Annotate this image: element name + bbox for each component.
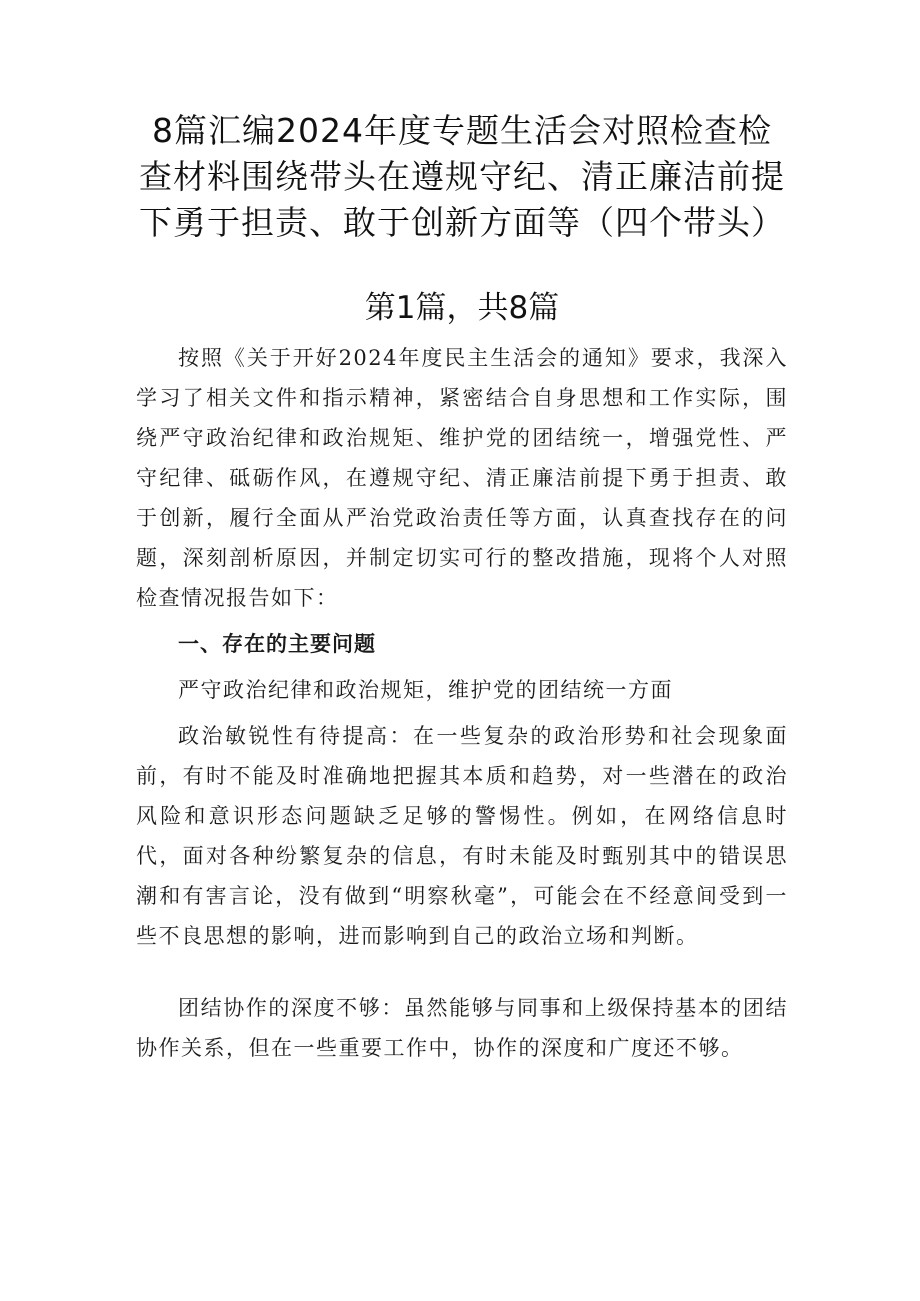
subsection-title: 严守政治纪律和政治规矩，维护党的团结统一方面: [178, 678, 673, 702]
body-paragraph-2: 团结协作的深度不够：虽然能够与同事和上级保持基本的团结协作关系，但在一些重要工作中，协作的深度和广度还不够。: [136, 996, 788, 1060]
section-heading: 一、存在的主要问题: [178, 632, 376, 656]
document-page: [136, 0, 788, 1301]
document-title: 8篇汇编2024年度专题生活会对照检查检查材料围绕带头在遵规守纪、清正廉洁前提下勇于担责、敢于创新方面等（四个带头）: [139, 111, 785, 242]
body-paragraph-1: 政治敏锐性有待提高：在一些复杂的政治形势和社会现象面前，有时不能及时准确地把握其本质和趋势，对一些潜在的政治风险和意识形态问题缺乏足够的警惕性。例如，在网络信息时代，面对各种纷繁复杂的信息，有时未能及时甄别其中的错误思潮和有害言论，没有做到“明察秋毫”，可能会在不经意间受到一些不良思想的影响，进而影响到自己的政治立场和判断。: [136, 724, 788, 948]
part-label: 第1篇，共8篇: [364, 290, 560, 326]
intro-paragraph: 按照《关于开好2024年度民主生活会的通知》要求，我深入学习了相关文件和指示精神，紧密结合自身思想和工作实际，围绕严守政治纪律和政治规矩、维护党的团结统一，增强党性、严守纪律、砥砺作风，在遵规守纪、清正廉洁前提下勇于担责、敢于创新，履行全面从严治党政治责任等方面，认真查找存在的问题，深刻剖析原因，并制定切实可行的整改措施，现将个人对照检查情况报告如下：: [136, 346, 788, 610]
